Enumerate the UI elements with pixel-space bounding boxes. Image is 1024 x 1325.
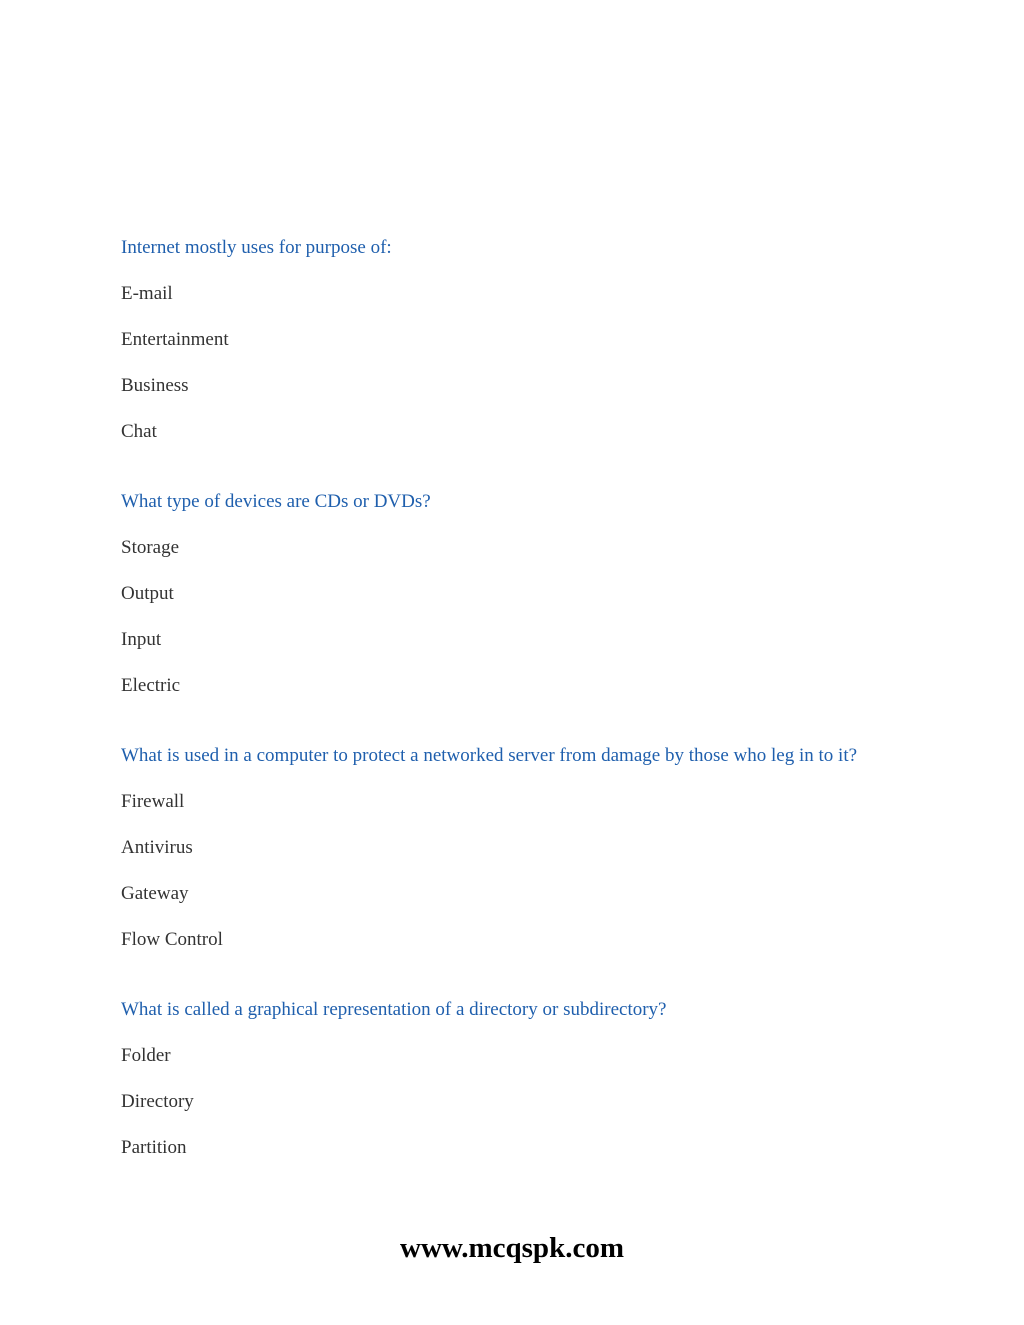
- option-item: Electric: [121, 675, 181, 696]
- option-list: [121, 536, 941, 698]
- option-list: [121, 1044, 941, 1160]
- question-block-2: [121, 490, 941, 698]
- option-item: E-mail: [121, 283, 173, 304]
- option-item: Entertainment: [121, 329, 229, 350]
- option-item: Input: [121, 629, 162, 650]
- question-text: Internet mostly uses for purpose of:: [121, 237, 392, 258]
- option-list: [121, 790, 941, 952]
- footer-website: www.mcqspk.com: [400, 1232, 624, 1264]
- option-item: Firewall: [121, 791, 185, 812]
- option-item: Flow Control: [121, 929, 223, 950]
- option-item: Storage: [121, 537, 180, 558]
- option-item: Chat: [121, 421, 157, 442]
- question-block-3: [121, 744, 941, 952]
- question-block-1: [121, 236, 941, 444]
- option-item: Gateway: [121, 883, 189, 904]
- option-item: Folder: [121, 1045, 171, 1066]
- question-text: What is called a graphical representation of a directory or subdirectory?: [121, 999, 667, 1020]
- question-text: What type of devices are CDs or DVDs?: [121, 491, 431, 512]
- option-item: Partition: [121, 1137, 187, 1158]
- question-text: What is used in a computer to protect a networked server from damage by those who leg in to it?: [121, 745, 858, 766]
- question-block-4: [121, 998, 941, 1160]
- option-item: Antivirus: [121, 837, 193, 858]
- option-list: [121, 282, 941, 444]
- option-item: Output: [121, 583, 174, 604]
- option-item: Business: [121, 375, 189, 396]
- option-item: Directory: [121, 1091, 194, 1112]
